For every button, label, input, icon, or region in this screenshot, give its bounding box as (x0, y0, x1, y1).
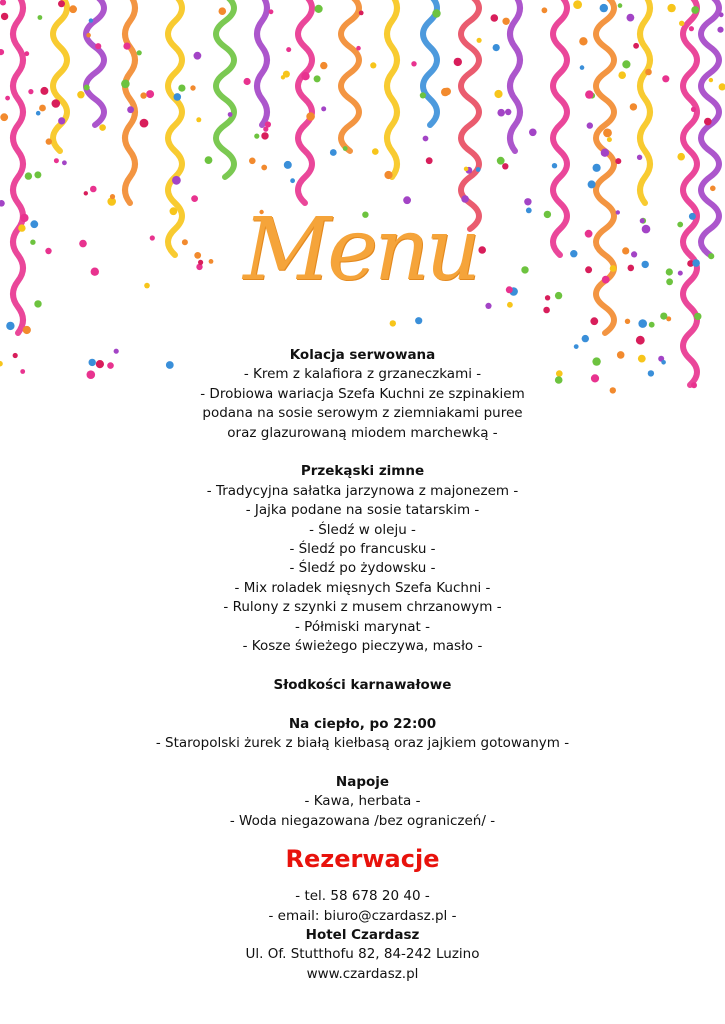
confetti-dot (505, 109, 511, 115)
confetti-dot (228, 112, 233, 117)
section-title: Słodkości karnawałowe (273, 676, 452, 693)
confetti-dot (284, 161, 292, 169)
confetti-dot (315, 5, 323, 13)
confetti-dot (79, 240, 87, 248)
menu-item: podana na sosie serowym z ziemniakami puree (202, 405, 523, 422)
confetti-dot (454, 58, 462, 66)
menu-item: - Kawa, herbata - (304, 793, 421, 810)
confetti-dot (717, 27, 723, 33)
confetti-dot (432, 9, 440, 17)
streamer (701, 0, 719, 255)
section-carnival-sweets (0, 676, 725, 695)
confetti-dot (610, 265, 617, 272)
confetti-dot (543, 307, 550, 314)
confetti-dot (679, 21, 684, 26)
confetti-dot (110, 194, 115, 199)
confetti-dot (196, 117, 201, 122)
confetti-dot (45, 248, 51, 254)
confetti-dot (209, 259, 214, 264)
section-title: Na ciepło, po 22:00 (288, 715, 437, 732)
confetti-dot (593, 164, 601, 172)
confetti-dot (314, 75, 321, 82)
confetti-dot (625, 319, 630, 324)
confetti-dot (544, 211, 551, 218)
confetti-dot (38, 15, 43, 20)
confetti-dot (39, 105, 46, 112)
confetti-dot (631, 251, 637, 257)
confetti-dot (254, 134, 259, 139)
confetti-dot (30, 220, 38, 228)
confetti-dot (89, 18, 93, 22)
confetti-dot (636, 336, 645, 345)
confetti-dot (640, 218, 645, 223)
confetti-dot (526, 208, 532, 214)
hotel-website: www.czardasz.pl (306, 965, 419, 982)
confetti-dot (286, 47, 291, 52)
confetti-dot (127, 106, 134, 113)
streamer (423, 0, 437, 125)
confetti-dot (493, 44, 500, 51)
confetti-dot (710, 186, 716, 192)
section-cold-appetizers (0, 462, 725, 656)
confetti-dot (426, 157, 433, 164)
confetti-dot (36, 111, 41, 116)
confetti-dot (580, 65, 585, 70)
section-drinks (0, 773, 725, 831)
confetti-dot (616, 210, 620, 214)
confetti-dot (677, 222, 683, 228)
confetti-dot (52, 99, 61, 108)
confetti-dot (150, 235, 155, 240)
confetti-dot (263, 127, 268, 132)
streamer (13, 0, 23, 333)
confetti-dot (627, 14, 635, 22)
confetti-dot (704, 118, 712, 126)
confetti-dot (306, 112, 315, 121)
confetti-dot (390, 320, 396, 326)
menu-item: oraz glazurowaną miodem marchewką - (227, 424, 498, 441)
confetti-dot (529, 129, 537, 137)
confetti-dot (269, 9, 274, 14)
confetti-dot (552, 163, 557, 168)
menu-item: - Śledź w oleju - (309, 521, 416, 538)
confetti-dot (662, 75, 669, 82)
confetti-dot (34, 300, 41, 307)
confetti-dot (502, 163, 508, 169)
confetti-dot (502, 18, 509, 25)
confetti-dot (420, 92, 426, 98)
section-title: Napoje (335, 773, 390, 790)
menu-item: - Staropolski żurek z białą kiełbasą oraz jajkiem gotowanym - (155, 735, 570, 752)
confetti-dot (20, 214, 28, 222)
confetti-dot (90, 186, 97, 193)
confetti-dot (18, 224, 25, 231)
streamer (257, 0, 267, 125)
confetti-dot (194, 252, 201, 259)
confetti-dot (524, 198, 531, 205)
confetti-dot (281, 75, 285, 79)
confetti-dot (708, 253, 714, 259)
confetti-dot (320, 62, 327, 69)
confetti-dot (99, 124, 106, 131)
confetti-dot (330, 149, 337, 156)
confetti-dot (507, 302, 513, 308)
confetti-dot (666, 268, 673, 275)
section-hot-dish (0, 715, 725, 754)
confetti-dot (689, 26, 694, 31)
confetti-dot (261, 165, 267, 171)
confetti-dot (178, 85, 185, 92)
confetti-dot (69, 5, 77, 13)
confetti-dot (601, 149, 609, 157)
streamer (53, 0, 67, 151)
section-title: Kolacja serwowana (289, 347, 436, 363)
confetti-dot (24, 51, 29, 56)
confetti-dot (370, 62, 376, 68)
reservations-details (0, 887, 725, 984)
confetti-dot (95, 43, 101, 49)
confetti-dot (6, 322, 14, 330)
confetti-dot (497, 109, 505, 117)
confetti-dot (678, 271, 683, 276)
confetti-dot (0, 200, 5, 207)
confetti-dot (137, 50, 142, 55)
confetti-dot (476, 167, 481, 172)
confetti-dot (384, 171, 392, 179)
streamer (86, 0, 104, 125)
streamer (216, 0, 234, 177)
confetti-dot (23, 326, 31, 334)
confetti-dot (28, 89, 33, 94)
confetti-dot (579, 37, 587, 45)
confetti-dot (642, 261, 649, 268)
menu-item: - Śledź po żydowsku - (289, 560, 436, 577)
confetti-dot (585, 230, 593, 238)
confetti-dot (190, 85, 195, 90)
confetti-dot (506, 286, 513, 293)
menu-item: - Tradycyjna sałatka jarzynowa z majonezem - (206, 482, 519, 499)
confetti-dot (54, 158, 59, 163)
confetti-dot (719, 12, 724, 17)
confetti-dot (667, 4, 675, 12)
confetti-dot (494, 90, 502, 98)
phone-number: - tel. 58 678 20 40 - (295, 888, 430, 905)
confetti-dot (62, 160, 67, 165)
streamer (510, 0, 520, 151)
confetti-dot (46, 138, 52, 144)
streamer (341, 0, 359, 151)
confetti-dot (0, 0, 6, 6)
confetti-dot (172, 176, 181, 185)
confetti-dot (588, 180, 596, 188)
confetti-dot (603, 129, 612, 138)
section-title: Przekąski zimne (300, 463, 425, 480)
confetti-dot (633, 43, 639, 49)
confetti-dot (0, 113, 8, 121)
confetti-dot (691, 6, 699, 14)
streamer (298, 0, 312, 203)
confetti-dot (719, 83, 725, 90)
confetti-dot (637, 155, 642, 160)
confetti-dot (25, 172, 32, 179)
confetti-dot (170, 207, 178, 215)
confetti-dot (615, 158, 621, 164)
confetti-dot (34, 171, 41, 178)
confetti-dot (244, 78, 251, 85)
confetti-dot (585, 266, 592, 273)
confetti-dot (140, 119, 149, 128)
confetti-dot (198, 260, 203, 265)
confetti-dot (1, 13, 8, 20)
confetti-dot (666, 278, 673, 285)
confetti-dot (521, 266, 528, 273)
confetti-dot (182, 239, 188, 245)
confetti-dot (91, 268, 99, 276)
confetti-dot (0, 49, 4, 55)
confetti-dot (343, 146, 348, 151)
menu-item: - Rulony z szynki z musem chrzanowym - (223, 599, 502, 616)
confetti-dot (642, 225, 651, 234)
streamer (125, 0, 135, 203)
confetti-dot (582, 335, 589, 342)
confetti-dot (618, 71, 626, 79)
menu-item: - Kosze świeżego pieczywa, masło - (242, 638, 483, 655)
streamer (553, 0, 567, 255)
streamer (683, 0, 697, 385)
confetti-dot (359, 11, 364, 16)
menu-content (0, 346, 725, 984)
confetti-dot (691, 107, 696, 112)
confetti-dot (58, 0, 65, 7)
confetti-dot (372, 148, 379, 155)
confetti-dot (692, 259, 700, 267)
confetti-dot (84, 85, 90, 91)
confetti-dot (174, 93, 182, 101)
confetti-dot (140, 92, 146, 98)
confetti-dot (630, 103, 637, 110)
confetti-dot (607, 137, 612, 142)
menu-item: - Drobiowa wariacja Szefa Kuchni ze szpinakiem (200, 385, 525, 402)
confetti-dot (485, 303, 491, 309)
confetti-dot (542, 7, 548, 13)
confetti-dot (638, 319, 647, 328)
confetti-dot (261, 132, 268, 139)
confetti-dot (290, 178, 295, 183)
streamer (168, 0, 182, 255)
confetti-dot (30, 240, 35, 245)
confetti-dot (40, 87, 48, 95)
confetti-dot (5, 96, 10, 101)
confetti-dot (590, 317, 598, 325)
confetti-dot (491, 14, 499, 22)
confetti-dot (249, 158, 256, 165)
menu-item: - Krem z kalafiora z grzaneczkami - (243, 366, 482, 383)
reservations-title: Rezerwacje (285, 845, 440, 874)
confetti-dot (58, 117, 65, 124)
menu-item: - Jajka podane na sosie tatarskim - (245, 502, 480, 519)
confetti-dot (194, 52, 202, 60)
confetti-dot (660, 313, 667, 320)
confetti-dot (645, 69, 652, 76)
confetti-dot (123, 43, 130, 50)
menu-title: Menu (243, 200, 477, 300)
confetti-dot (602, 276, 610, 284)
confetti-dot (709, 78, 713, 82)
menu-item: - Śledź po francusku - (289, 541, 436, 558)
confetti-dot (497, 157, 505, 165)
confetti-dot (622, 60, 630, 68)
confetti-dot (545, 295, 550, 300)
confetti-dot (121, 80, 130, 89)
hotel-name: Hotel Czardasz (305, 926, 420, 943)
confetti-dot (84, 191, 88, 195)
confetti-dot (219, 7, 227, 15)
confetti-dot (587, 122, 593, 128)
streamer (640, 0, 650, 203)
confetti-dot (628, 265, 635, 272)
confetti-dot (146, 90, 154, 98)
confetti-dot (411, 61, 416, 66)
confetti-dot (415, 317, 422, 324)
confetti-dot (356, 46, 361, 51)
confetti-dot (423, 136, 429, 142)
confetti-dot (570, 250, 577, 257)
menu-item: - Woda niegazowana /bez ograniczeń/ - (229, 812, 496, 829)
confetti-dot (144, 283, 150, 289)
confetti-dot (585, 90, 593, 98)
confetti-dot (464, 167, 469, 172)
confetti-dot (555, 292, 562, 299)
menu-item: - Półmiski marynat - (295, 618, 430, 635)
confetti-dot (622, 247, 629, 254)
confetti-dot (443, 88, 451, 96)
confetti-dot (205, 156, 213, 164)
confetti-dot (77, 91, 84, 98)
section-dinner (0, 346, 725, 443)
streamer (461, 0, 479, 229)
confetti-dot (694, 313, 701, 320)
confetti-dot (649, 322, 655, 328)
confetti-dot (477, 38, 482, 43)
email-address: - email: biuro@czardasz.pl - (268, 907, 457, 924)
confetti-dot (86, 33, 91, 38)
confetti-dot (677, 153, 685, 161)
menu-item: - Mix roladek mięsnych Szefa Kuchni - (234, 579, 491, 596)
confetti-dot (573, 0, 582, 9)
hotel-address: Ul. Of. Stutthofu 82, 84-242 Luzino (245, 946, 480, 963)
confetti-dot (600, 4, 608, 12)
confetti-dot (321, 106, 326, 111)
confetti-dot (689, 213, 696, 220)
confetti-dot (191, 195, 198, 202)
confetti-dot (618, 3, 623, 8)
confetti-dot (301, 72, 309, 80)
streamer (387, 0, 397, 177)
